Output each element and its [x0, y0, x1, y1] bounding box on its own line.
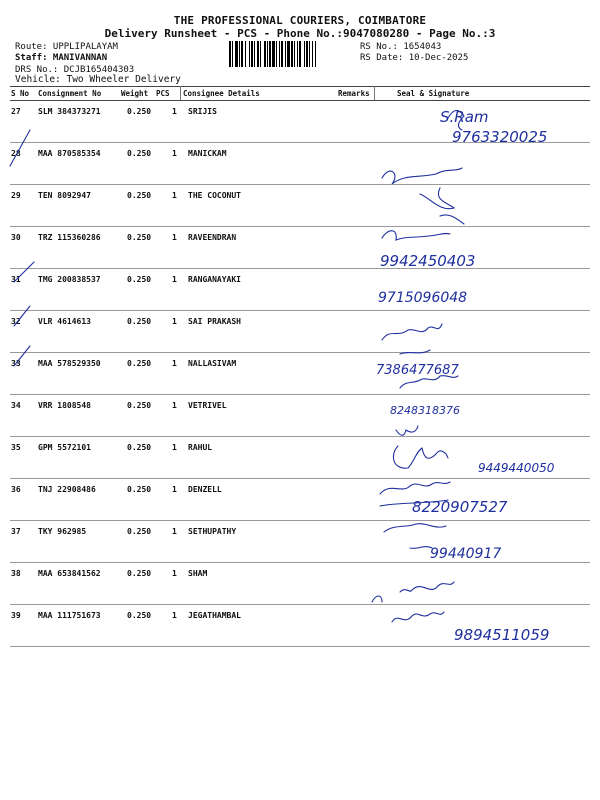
row-consignee: SRIJIS	[188, 107, 217, 116]
handwritten-phone: 8248318376	[390, 404, 460, 417]
row-weight: 0.250	[127, 233, 152, 242]
row-consignment: MAA 653841562	[38, 569, 101, 578]
row-sno: 30	[11, 233, 21, 242]
row-consignment: VLR 4614613	[38, 317, 91, 326]
row-weight: 0.250	[127, 359, 152, 368]
table-row	[10, 142, 590, 185]
row-pcs: 1	[172, 317, 177, 326]
row-consignment: MAA 870585354	[38, 149, 101, 158]
rs-date: RS Date: 10-Dec-2025	[360, 53, 469, 63]
row-consignee: SAI PRAKASH	[188, 317, 241, 326]
row-consignment: VRR 1808548	[38, 401, 91, 410]
drs-number: DRS No.: DCJB165404303	[15, 65, 135, 75]
row-consignee: RAHUL	[188, 443, 213, 452]
route-label: Route: UPPLIPALAYAM	[15, 42, 118, 52]
table-row	[10, 100, 590, 143]
row-consignee: NALLASIVAM	[188, 359, 237, 368]
row-pcs: 1	[172, 527, 177, 536]
row-pcs: 1	[172, 191, 177, 200]
row-consignment: TMG 200838537	[38, 275, 101, 284]
row-sno: 38	[11, 569, 21, 578]
row-pcs: 1	[172, 485, 177, 494]
table-row	[10, 604, 590, 647]
row-weight: 0.250	[127, 317, 152, 326]
row-pcs: 1	[172, 611, 177, 620]
row-weight: 0.250	[127, 485, 152, 494]
handwritten-phone: 9449440050	[478, 461, 555, 475]
header-divider	[374, 86, 375, 100]
row-consignee: THE COCONUT	[188, 191, 241, 200]
row-consignment: MAA 111751673	[38, 611, 101, 620]
row-consignment: TRZ 115360286	[38, 233, 101, 242]
row-consignment: TNJ 22908486	[38, 485, 96, 494]
row-pcs: 1	[172, 107, 177, 116]
table-row	[10, 562, 590, 605]
row-consignee: SHAM	[188, 569, 208, 578]
col-weight: Weight	[121, 89, 149, 98]
row-sno: 27	[11, 107, 21, 116]
row-pcs: 1	[172, 359, 177, 368]
row-consignee: DENZELL	[188, 485, 222, 494]
row-consignment: GPM 5572101	[38, 443, 91, 452]
row-weight: 0.250	[127, 107, 152, 116]
handwritten-phone: 9942450403	[380, 252, 476, 270]
col-sno: S No	[11, 89, 30, 98]
row-pcs: 1	[172, 275, 177, 284]
staff-label: Staff: MANIVANNAN	[15, 53, 108, 63]
row-sno: 28	[11, 149, 21, 158]
table-row	[10, 352, 590, 395]
row-consignment: MAA 578529350	[38, 359, 101, 368]
row-consignee: MANICKAM	[188, 149, 227, 158]
row-sno: 39	[11, 611, 21, 620]
row-weight: 0.250	[127, 275, 152, 284]
barcode-bar	[316, 41, 317, 67]
table-row	[10, 268, 590, 311]
row-sno: 29	[11, 191, 21, 200]
handwritten-phone: 9894511059	[454, 626, 550, 644]
table-row	[10, 394, 590, 437]
row-sno: 33	[11, 359, 21, 368]
col-seal-signature: Seal & Signature	[397, 89, 470, 98]
row-weight: 0.250	[127, 611, 152, 620]
row-consignee: SETHUPATHY	[188, 527, 237, 536]
row-consignee: JEGATHAMBAL	[188, 611, 241, 620]
row-sno: 32	[11, 317, 21, 326]
handwritten-phone: 9763320025	[452, 128, 548, 146]
row-pcs: 1	[172, 233, 177, 242]
header-divider	[180, 86, 181, 100]
row-consignment: TEN 8092947	[38, 191, 91, 200]
col-consignee: Consignee Details	[183, 89, 260, 98]
row-consignee: RANGANAYAKI	[188, 275, 241, 284]
table-row	[10, 184, 590, 227]
handwritten-phone: 8220907527	[412, 498, 508, 516]
handwritten-phone: 7386477687	[376, 363, 459, 378]
row-consignee: RAVEENDRAN	[188, 233, 237, 242]
row-sno: 36	[11, 485, 21, 494]
handwritten-phone: 99440917	[430, 546, 502, 562]
document-subtitle: Delivery Runsheet - PCS - Phone No.:9047080280 - Page No.:3	[104, 27, 496, 40]
row-weight: 0.250	[127, 401, 152, 410]
row-weight: 0.250	[127, 569, 152, 578]
table-row	[10, 478, 590, 521]
col-consignment: Consignment No	[38, 89, 102, 98]
col-remarks: Remarks	[338, 89, 370, 98]
row-consignment: TKY 962985	[38, 527, 87, 536]
table-row	[10, 436, 590, 479]
row-sno: 31	[11, 275, 21, 284]
table-row	[10, 520, 590, 563]
row-pcs: 1	[172, 443, 177, 452]
row-weight: 0.250	[127, 443, 152, 452]
row-pcs: 1	[172, 569, 177, 578]
row-weight: 0.250	[127, 191, 152, 200]
col-pcs: PCS	[156, 89, 170, 98]
table-top-rule	[10, 86, 590, 87]
table-row	[10, 310, 590, 353]
row-consignee: VETRIVEL	[188, 401, 227, 410]
row-sno: 34	[11, 401, 21, 410]
row-consignment: SLM 384373271	[38, 107, 101, 116]
vehicle-label: Vehicle: Two Wheeler Delivery	[15, 74, 181, 85]
row-sno: 37	[11, 527, 21, 536]
row-pcs: 1	[172, 149, 177, 158]
handwritten-phone: 9715096048	[378, 290, 468, 306]
row-weight: 0.250	[127, 149, 152, 158]
rs-number: RS No.: 1654043	[360, 42, 442, 52]
row-pcs: 1	[172, 401, 177, 410]
barcode	[229, 41, 357, 67]
row-weight: 0.250	[127, 527, 152, 536]
handwritten-name: S.Ram	[440, 108, 489, 126]
table-row	[10, 226, 590, 269]
row-sno: 35	[11, 443, 21, 452]
document-title: THE PROFESSIONAL COURIERS, COIMBATORE	[173, 14, 427, 27]
